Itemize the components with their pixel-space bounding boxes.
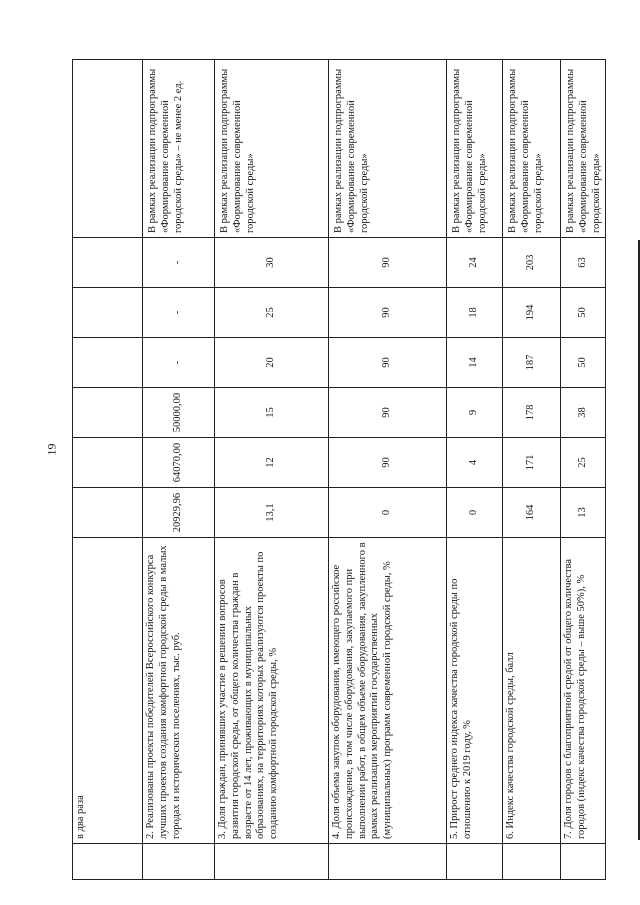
cell-value: 25 — [215, 288, 329, 338]
cell-value: 9 — [447, 388, 503, 438]
cell-value — [73, 388, 143, 438]
cell-value: 90 — [329, 338, 447, 388]
cell-value: - — [143, 288, 215, 338]
cell-value: 50 — [561, 288, 606, 338]
row-note — [73, 60, 143, 238]
cell-value: 194 — [503, 288, 561, 338]
cell-value: 50 — [561, 338, 606, 388]
cell-value: 13,1 — [215, 488, 329, 538]
cell-value: 0 — [447, 488, 503, 538]
cell-value: 90 — [329, 288, 447, 338]
cell-value: 38 — [561, 388, 606, 438]
cell-value: 64070,00 — [143, 438, 215, 488]
row-note: В рамках реализации подпрограммы «Формирование современной городской среды» — [561, 60, 606, 238]
row-name: в два раза — [73, 538, 143, 844]
cell-value: 20929,96 — [143, 488, 215, 538]
table-row — [447, 60, 503, 880]
table-row — [561, 60, 606, 880]
cell-value: 15 — [215, 388, 329, 438]
cell-value: 13 — [561, 488, 606, 538]
cell-value: 164 — [503, 488, 561, 538]
cell-value: - — [143, 238, 215, 288]
cell-value — [73, 438, 143, 488]
cell-value: 187 — [503, 338, 561, 388]
row-name: 5. Прирост среднего индекса качества городской среды по отношению к 2019 году, % — [447, 538, 503, 844]
table-row — [503, 60, 561, 880]
row-name: 3. Доля граждан, принявших участие в решении вопросов развития городской среды, от общего количества граждан в возрасте от 14 лет, проживающих в муниципальных образованиях, на территориях которых реализуются проекты по созданию комфортной городской среды, % — [215, 538, 329, 844]
cell-value: 90 — [329, 238, 447, 288]
cell-value — [73, 488, 143, 538]
row-name: 4. Доля объема закупок оборудования, имеющего российское происхождение, в том числе оборудования, закупаемого при выполнении работ, в общем объеме оборудования, закупленного в рамках реализации мероприятий государственных (муниципальных) программ современной городской среды, % — [329, 538, 447, 844]
row-note: В рамках реализации подпрограммы «Формирование современной городской среды» — [215, 60, 329, 238]
row-name: 6. Индекс качества городской среды, балл — [503, 538, 561, 844]
row-name: 2. Реализованы проекты победителей Всероссийского конкурса лучших проектов создания комфортной городской среды в малых городах и исторических поселениях, тыс. руб. — [143, 538, 215, 844]
cell-value — [73, 288, 143, 338]
cell-value: 171 — [503, 438, 561, 488]
cell-value: 90 — [329, 438, 447, 488]
cell-value: 178 — [503, 388, 561, 438]
row-note: В рамках реализации подпрограммы «Формирование современной городской среды» — [447, 60, 503, 238]
row-note: В рамках реализации подпрограммы «Формирование современной городской среды» — [503, 60, 561, 238]
cell-value: 18 — [447, 288, 503, 338]
page-number: 19 — [44, 443, 59, 456]
table-row — [73, 60, 143, 880]
cell-value: 12 — [215, 438, 329, 488]
cell-value — [73, 338, 143, 388]
row-note: В рамках реализации подпрограммы «Формирование современной городской среды» — [329, 60, 447, 238]
table-viewport — [72, 60, 602, 880]
cell-value: 0 — [329, 488, 447, 538]
cell-value: 50000,00 — [143, 388, 215, 438]
cell-value: - — [143, 338, 215, 388]
cell-value: 63 — [561, 238, 606, 288]
cell-value: 25 — [561, 438, 606, 488]
cell-value: 90 — [329, 388, 447, 438]
cell-value: 14 — [447, 338, 503, 388]
cell-value: 30 — [215, 238, 329, 288]
cell-value: 20 — [215, 338, 329, 388]
cell-value: 203 — [503, 238, 561, 288]
cell-value: 4 — [447, 438, 503, 488]
cell-value — [73, 238, 143, 288]
indicators-table — [72, 59, 606, 880]
table-row — [143, 60, 215, 880]
row-note: В рамках реализации подпрограммы «Формирование современной городской среды» – не менее 2 ед. — [143, 60, 215, 238]
row-name: 7. Доля городов с благоприятной средой от общего количества городов (индекс качества городской среды – выше 50%), % — [561, 538, 606, 844]
cell-value: 24 — [447, 238, 503, 288]
table-row — [215, 60, 329, 880]
table-row — [329, 60, 447, 880]
